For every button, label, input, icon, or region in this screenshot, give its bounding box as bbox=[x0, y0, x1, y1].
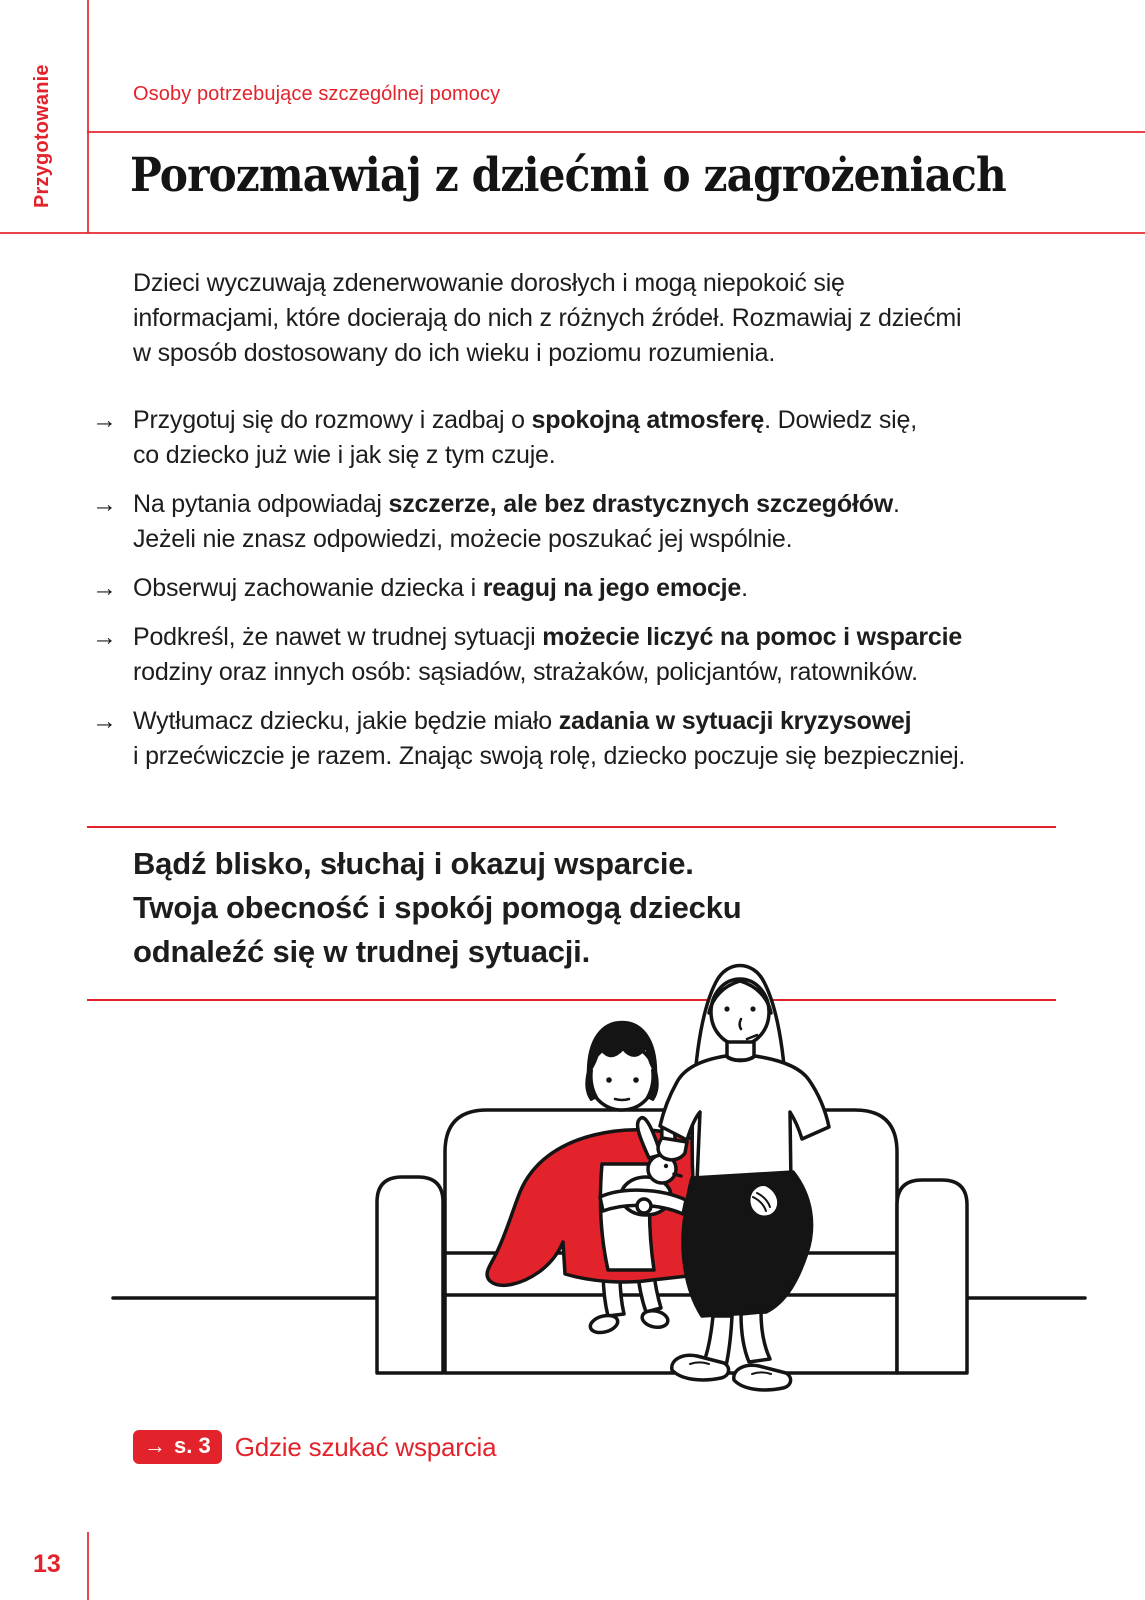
section-label-vertical: Przygotowanie bbox=[31, 64, 53, 208]
left-margin-rule-bottom bbox=[87, 1532, 89, 1600]
page-number: 13 bbox=[33, 1550, 61, 1578]
page-title: Porozmawiaj z dziećmi o zagrożeniach bbox=[130, 148, 1006, 203]
text-line: odnaleźć się w trudnej sytuacji. bbox=[133, 934, 591, 969]
list-item: → Wytłumacz dziecku, jakie będzie miało zadania w sytuacji kryzysowej i przećwiczcie je razem. Znając swoją rolę, dziecko poczuje się bezpieczniej. bbox=[92, 704, 1092, 774]
page-ref-badge bbox=[133, 1430, 222, 1464]
chapter-kicker: Osoby potrzebujące szczególnej pomocy bbox=[133, 83, 501, 105]
list-item: → Przygotuj się do rozmowy i zadbaj o spokojną atmosferę. Dowiedz się, co dziecko już wie i jak się z tym czuje. bbox=[92, 403, 1092, 473]
mother-face bbox=[711, 979, 769, 1045]
text-line: Twoja obecność i spokój pomogą dziecku bbox=[133, 890, 742, 925]
title-rule bbox=[0, 232, 1145, 234]
list-item: → Podkreśl, że nawet w trudnej sytuacji możecie liczyć na pomoc i wsparcie rodziny oraz innych osób: sąsiadów, strażaków, policjantów, ratowników. bbox=[92, 620, 1092, 690]
mother-child-couch-illustration bbox=[0, 950, 1145, 1420]
left-margin-rule-top bbox=[87, 0, 89, 233]
callout-rule-top bbox=[87, 826, 1056, 828]
arrow-bullet-icon: → bbox=[92, 490, 117, 518]
arrow-bullet-icon: → bbox=[92, 574, 117, 602]
arrow-bullet-icon: → bbox=[92, 406, 117, 434]
text-line: Dzieci wyczuwają zdenerwowanie dorosłych i mogą niepokoić się bbox=[133, 269, 845, 297]
header-rule bbox=[87, 131, 1145, 133]
arrow-icon: → bbox=[144, 1433, 166, 1458]
mother-hand-on-knee bbox=[749, 1185, 778, 1217]
text-line: Bądź blisko, słuchaj i okazuj wsparcie. bbox=[133, 846, 694, 881]
cross-reference-link[interactable] bbox=[133, 1430, 496, 1464]
mother-hand-on-shoulder bbox=[658, 1138, 687, 1160]
page-ref-text: s. 3 bbox=[174, 1433, 211, 1458]
threat-talk-list bbox=[92, 403, 1092, 788]
cross-reference-label: Gdzie szukać wsparcia bbox=[234, 1431, 497, 1462]
list-item: → Obserwuj zachowanie dziecka i reaguj na jego emocje. bbox=[92, 571, 1092, 606]
arrow-bullet-icon: → bbox=[92, 707, 117, 735]
intro-paragraph bbox=[133, 266, 961, 371]
text-line: w sposób dostosowany do ich wieku i poziomu rozumienia. bbox=[133, 339, 776, 367]
text-line: informacjami, które docierają do nich z różnych źródeł. Rozmawiaj z dziećmi bbox=[133, 304, 962, 332]
list-item: → Na pytania odpowiadaj szczerze, ale bez drastycznych szczegółów. Jeżeli nie znasz odpowiedzi, możecie poszukać jej wspólnie. bbox=[92, 487, 1092, 557]
arrow-bullet-icon: → bbox=[92, 623, 117, 651]
